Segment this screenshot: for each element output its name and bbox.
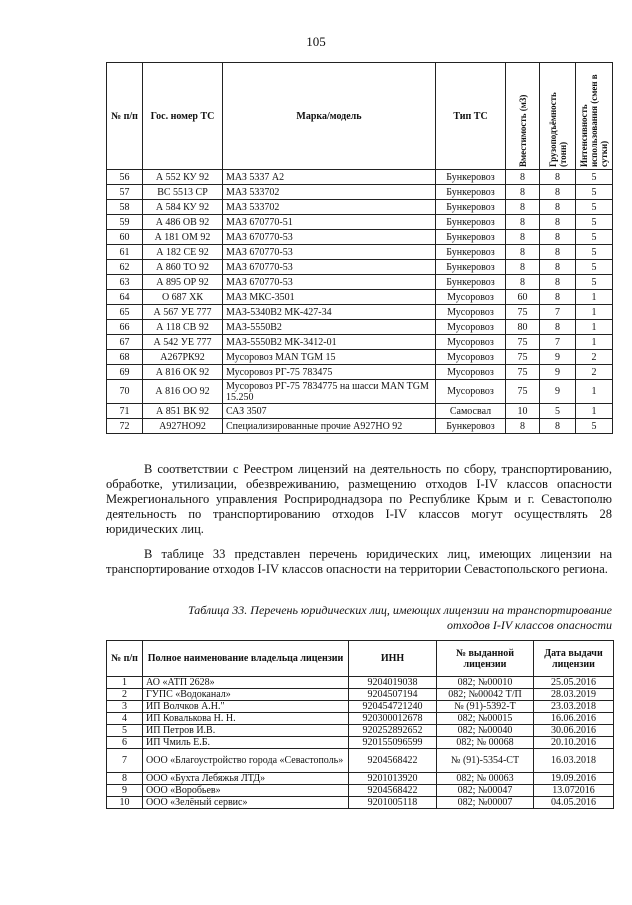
row-date: 28.03.2019 [534, 689, 614, 701]
row-model: САЗ 3507 [223, 404, 436, 419]
row-plate: А 486 ОВ 92 [143, 215, 223, 230]
row-intensity: 2 [576, 365, 613, 380]
row-plate: А 181 ОМ 92 [143, 230, 223, 245]
row-plate: А 552 КУ 92 [143, 170, 223, 185]
row-intensity: 1 [576, 320, 613, 335]
row-capacity: 8 [506, 275, 540, 290]
row-capacity: 75 [506, 305, 540, 320]
row-num: 63 [107, 275, 143, 290]
row-payload: 8 [540, 260, 576, 275]
row-model: Специализированные прочие А927НО 92 [223, 419, 436, 434]
row-type: Бункеровоз [436, 170, 506, 185]
row-license: 082; №00047 [437, 785, 534, 797]
table-row [107, 215, 613, 230]
row-plate: А 118 СВ 92 [143, 320, 223, 335]
table-row [107, 725, 614, 737]
row-intensity: 5 [576, 260, 613, 275]
row-inn: 9204507194 [349, 689, 437, 701]
row-num: 7 [107, 749, 143, 773]
row-type: Бункеровоз [436, 245, 506, 260]
table-row [107, 275, 613, 290]
row-inn: 9204568422 [349, 785, 437, 797]
row-capacity: 8 [506, 170, 540, 185]
row-inn: 920252892652 [349, 725, 437, 737]
row-num: 62 [107, 260, 143, 275]
row-plate: А 542 УЕ 777 [143, 335, 223, 350]
table-row [107, 713, 614, 725]
vehicles-table [106, 62, 613, 434]
table-row [107, 200, 613, 215]
row-model: МАЗ 670770-53 [223, 275, 436, 290]
table-row [107, 305, 613, 320]
row-model: МАЗ 670770-53 [223, 230, 436, 245]
row-num: 3 [107, 701, 143, 713]
row-owner: ООО «Бухта Лебяжья ЛТД» [143, 773, 349, 785]
row-payload: 5 [540, 404, 576, 419]
row-type: Бункеровоз [436, 185, 506, 200]
row-num: 61 [107, 245, 143, 260]
row-inn: 9204568422 [349, 749, 437, 773]
row-intensity: 5 [576, 419, 613, 434]
table-row [107, 290, 613, 305]
row-model: МАЗ-5550В2 [223, 320, 436, 335]
table-row [107, 170, 613, 185]
table33-caption: Таблица 33. Перечень юридических лиц, имеющих лицензии на транспортирование отходов I-IV классов опасности [187, 603, 612, 632]
table-row [107, 749, 614, 773]
col-plate: Гос. номер ТС [143, 63, 223, 170]
row-inn: 920300012678 [349, 713, 437, 725]
row-license: 082; № 00063 [437, 773, 534, 785]
row-intensity: 5 [576, 245, 613, 260]
row-capacity: 75 [506, 365, 540, 380]
row-intensity: 5 [576, 275, 613, 290]
row-plate: А 567 УЕ 777 [143, 305, 223, 320]
row-num: 60 [107, 230, 143, 245]
row-num: 10 [107, 797, 143, 809]
row-plate: А 851 ВК 92 [143, 404, 223, 419]
table-row [107, 230, 613, 245]
row-plate: О 687 ХК [143, 290, 223, 305]
row-plate: ВС 5513 СР [143, 185, 223, 200]
row-date: 20.10.2016 [534, 737, 614, 749]
row-model: Мусоровоз РГ-75 783475 [223, 365, 436, 380]
row-owner: ООО «Зелёный сервис» [143, 797, 349, 809]
table-row [107, 797, 614, 809]
row-model: МАЗ 533702 [223, 200, 436, 215]
col-owner: Полное наименование владельца лицензии [143, 641, 349, 677]
row-num: 59 [107, 215, 143, 230]
col-intensity: Интенсивность использования (смен в сутки) [576, 63, 613, 170]
row-num: 72 [107, 419, 143, 434]
row-payload: 8 [540, 170, 576, 185]
row-license: 082; №00010 [437, 677, 534, 689]
col-model: Марка/модель [223, 63, 436, 170]
row-intensity: 1 [576, 290, 613, 305]
row-num: 70 [107, 380, 143, 404]
row-num: 68 [107, 350, 143, 365]
row-inn: 920155096599 [349, 737, 437, 749]
page-number: 105 [306, 34, 326, 49]
col-payload: Грузоподъёмность (тонн) [540, 63, 576, 170]
row-capacity: 60 [506, 290, 540, 305]
row-capacity: 8 [506, 245, 540, 260]
row-intensity: 1 [576, 380, 613, 404]
row-type: Бункеровоз [436, 200, 506, 215]
row-date: 16.06.2016 [534, 713, 614, 725]
row-type: Бункеровоз [436, 419, 506, 434]
row-model: МАЗ-5550В2 МК-3412-01 [223, 335, 436, 350]
row-type: Бункеровоз [436, 260, 506, 275]
row-payload: 7 [540, 335, 576, 350]
row-owner: АО «АТП 2628» [143, 677, 349, 689]
row-type: Бункеровоз [436, 215, 506, 230]
row-intensity: 1 [576, 404, 613, 419]
row-intensity: 5 [576, 200, 613, 215]
row-capacity: 8 [506, 260, 540, 275]
table-row [107, 773, 614, 785]
row-num: 9 [107, 785, 143, 797]
row-type: Мусоровоз [436, 380, 506, 404]
row-owner: ООО «Воробьев» [143, 785, 349, 797]
row-payload: 7 [540, 305, 576, 320]
row-payload: 8 [540, 185, 576, 200]
row-capacity: 75 [506, 380, 540, 404]
row-date: 25.05.2016 [534, 677, 614, 689]
row-inn: 9204019038 [349, 677, 437, 689]
row-type: Мусоровоз [436, 365, 506, 380]
col-num: № п/п [107, 641, 143, 677]
row-intensity: 2 [576, 350, 613, 365]
row-owner: ООО «Благоустройство города «Севастополь» [143, 749, 349, 773]
row-date: 04.05.2016 [534, 797, 614, 809]
table-row [107, 185, 613, 200]
row-plate: А267РК92 [143, 350, 223, 365]
row-type: Самосвал [436, 404, 506, 419]
row-license: № (91)-5354-СТ [437, 749, 534, 773]
row-payload: 9 [540, 380, 576, 404]
licenses-table [106, 640, 614, 809]
col-date: Дата выдачи лицензии [534, 641, 614, 677]
row-num: 8 [107, 773, 143, 785]
row-intensity: 5 [576, 215, 613, 230]
col-license: № выданной лицензии [437, 641, 534, 677]
row-num: 2 [107, 689, 143, 701]
table-row [107, 677, 614, 689]
row-license: 082; №00015 [437, 713, 534, 725]
table-row [107, 335, 613, 350]
row-capacity: 8 [506, 200, 540, 215]
row-plate: А 895 ОР 92 [143, 275, 223, 290]
row-type: Мусоровоз [436, 305, 506, 320]
row-model: МАЗ 5337 А2 [223, 170, 436, 185]
row-payload: 8 [540, 275, 576, 290]
row-payload: 8 [540, 215, 576, 230]
row-num: 64 [107, 290, 143, 305]
table-row [107, 419, 613, 434]
row-model: МАЗ 670770-51 [223, 215, 436, 230]
row-type: Бункеровоз [436, 275, 506, 290]
row-model: МАЗ МКС-3501 [223, 290, 436, 305]
row-intensity: 1 [576, 305, 613, 320]
row-payload: 8 [540, 245, 576, 260]
row-payload: 8 [540, 320, 576, 335]
row-num: 1 [107, 677, 143, 689]
row-inn: 9201013920 [349, 773, 437, 785]
row-license: № (91)-5392-Т [437, 701, 534, 713]
row-payload: 9 [540, 350, 576, 365]
table-row [107, 701, 614, 713]
row-owner: ИП Петров И.В. [143, 725, 349, 737]
row-num: 56 [107, 170, 143, 185]
row-capacity: 8 [506, 215, 540, 230]
table-row [107, 245, 613, 260]
row-plate: А 182 СЕ 92 [143, 245, 223, 260]
row-date: 13.072016 [534, 785, 614, 797]
row-model: Мусоровоз РГ-75 7834775 на шасси MAN TGM 15.250 [223, 380, 436, 404]
row-intensity: 5 [576, 170, 613, 185]
row-capacity: 8 [506, 419, 540, 434]
row-plate: А 860 ТО 92 [143, 260, 223, 275]
row-model: МАЗ 670770-53 [223, 260, 436, 275]
row-type: Мусоровоз [436, 350, 506, 365]
row-plate: А 816 ОК 92 [143, 365, 223, 380]
col-capacity: Вместимость (м3) [506, 63, 540, 170]
row-license: 082; №00042 Т/П [437, 689, 534, 701]
table-row [107, 689, 614, 701]
row-owner: ИП Ковалькова Н. Н. [143, 713, 349, 725]
row-num: 4 [107, 713, 143, 725]
row-license: 082; №00007 [437, 797, 534, 809]
col-type: Тип ТС [436, 63, 506, 170]
row-payload: 9 [540, 365, 576, 380]
row-type: Мусоровоз [436, 290, 506, 305]
row-num: 69 [107, 365, 143, 380]
table-row [107, 785, 614, 797]
row-capacity: 8 [506, 185, 540, 200]
table-row [107, 404, 613, 419]
row-inn: 920454721240 [349, 701, 437, 713]
row-capacity: 10 [506, 404, 540, 419]
row-num: 66 [107, 320, 143, 335]
col-num: № п/п [107, 63, 143, 170]
row-owner: ГУПС «Водоканал» [143, 689, 349, 701]
row-capacity: 8 [506, 230, 540, 245]
table-row [107, 350, 613, 365]
row-num: 71 [107, 404, 143, 419]
row-payload: 8 [540, 419, 576, 434]
row-model: МАЗ 533702 [223, 185, 436, 200]
col-inn: ИНН [349, 641, 437, 677]
row-model: Мусоровоз MAN TGM 15 [223, 350, 436, 365]
row-model: МАЗ-5340В2 МК-427-34 [223, 305, 436, 320]
row-plate: А927НО92 [143, 419, 223, 434]
paragraph-table33-intro: В таблице 33 представлен перечень юридических лиц, имеющих лицензии на транспортирование отходов I-IV классов опасности на территории Севастопольского региона. [106, 547, 612, 576]
row-type: Мусоровоз [436, 335, 506, 350]
row-intensity: 1 [576, 335, 613, 350]
row-capacity: 75 [506, 350, 540, 365]
row-owner: ИП Чмиль Е.Б. [143, 737, 349, 749]
row-license: 082; №00040 [437, 725, 534, 737]
row-payload: 8 [540, 200, 576, 215]
row-type: Мусоровоз [436, 320, 506, 335]
row-date: 19.09.2016 [534, 773, 614, 785]
row-date: 16.03.2018 [534, 749, 614, 773]
row-num: 67 [107, 335, 143, 350]
row-num: 57 [107, 185, 143, 200]
row-num: 58 [107, 200, 143, 215]
row-payload: 8 [540, 230, 576, 245]
row-type: Бункеровоз [436, 230, 506, 245]
row-license: 082; № 00068 [437, 737, 534, 749]
row-date: 23.03.2018 [534, 701, 614, 713]
table-row [107, 365, 613, 380]
row-inn: 9201005118 [349, 797, 437, 809]
row-plate: А 584 КУ 92 [143, 200, 223, 215]
row-num: 5 [107, 725, 143, 737]
row-capacity: 75 [506, 335, 540, 350]
row-intensity: 5 [576, 185, 613, 200]
table-row [107, 260, 613, 275]
row-plate: А 816 ОО 92 [143, 380, 223, 404]
row-num: 65 [107, 305, 143, 320]
row-date: 30.06.2016 [534, 725, 614, 737]
row-payload: 8 [540, 290, 576, 305]
row-capacity: 80 [506, 320, 540, 335]
row-model: МАЗ 670770-53 [223, 245, 436, 260]
row-intensity: 5 [576, 230, 613, 245]
table-row [107, 737, 614, 749]
row-num: 6 [107, 737, 143, 749]
table-row [107, 380, 613, 404]
row-owner: ИП Волчков А.Н." [143, 701, 349, 713]
paragraph-registry: В соответствии с Реестром лицензий на деятельность по сбору, транспортированию, обработке, утилизации, обезвреживанию, размещению отходов I-IV классов опасности Межрегионального управления Росприроднадзора по Республике Крым и г. Севастополю деятельность по транспортированию отходов I-IV классов могут осуществлять 28 юридических лиц. [106, 462, 612, 536]
table-row [107, 320, 613, 335]
